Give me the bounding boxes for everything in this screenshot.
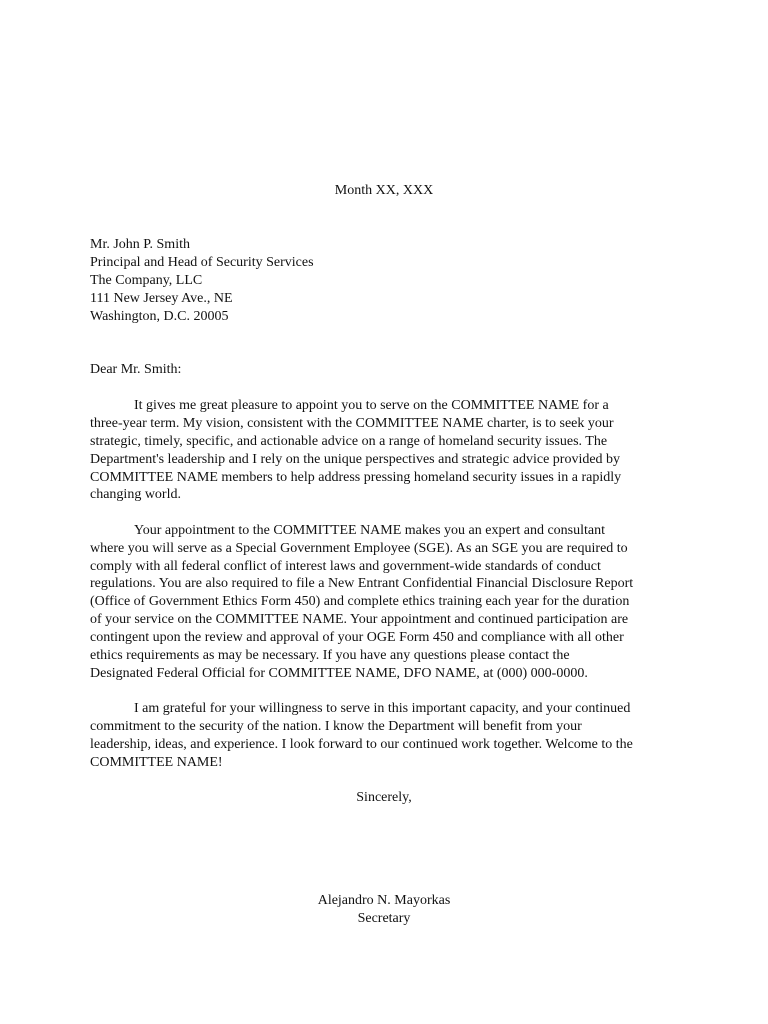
paragraph-line: ethics requirements as may be necessary. If you have any questions please contact the — [90, 648, 570, 663]
salutation: Dear Mr. Smith: — [90, 362, 182, 377]
paragraph-line: (Office of Government Ethics Form 450) and complete ethics training each year for the duration — [90, 594, 630, 609]
signatory-title: Secretary — [357, 911, 411, 926]
letter-date: Month XX, XXX — [334, 183, 434, 198]
paragraph-line: commitment to the security of the nation. I know the Department will benefit from your — [90, 719, 582, 734]
paragraph-line: strategic, timely, specific, and actionable advice on a range of homeland security issues. The — [90, 434, 608, 449]
paragraph-line: COMMITTEE NAME! — [90, 755, 223, 770]
paragraph-line: where you will serve as a Special Government Employee (SGE). As an SGE you are required to — [90, 541, 628, 556]
recipient-street: 111 New Jersey Ave., NE — [90, 291, 233, 306]
paragraph-line: of your service on the COMMITTEE NAME. Your appointment and continued participation are — [90, 612, 629, 627]
paragraph-line: changing world. — [90, 487, 181, 502]
recipient-name: Mr. John P. Smith — [90, 237, 190, 252]
paragraph-line: three-year term. My vision, consistent with the COMMITTEE NAME charter, is to seek your — [90, 416, 614, 431]
recipient-city: Washington, D.C. 20005 — [90, 309, 229, 324]
paragraph-line: leadership, ideas, and experience. I look forward to our continued work together. Welcome to the — [90, 737, 633, 752]
paragraph-line: contingent upon the review and approval of your OGE Form 450 and compliance with all other — [90, 630, 624, 645]
paragraph-line: regulations. You are also required to file a New Entrant Confidential Financial Disclosure Report — [90, 576, 634, 591]
recipient-company: The Company, LLC — [90, 273, 203, 288]
paragraph-line: It gives me great pleasure to appoint you to serve on the COMMITTEE NAME for a — [134, 398, 609, 413]
signatory-name: Alejandro N. Mayorkas — [317, 893, 451, 908]
closing: Sincerely, — [356, 790, 412, 805]
recipient-title: Principal and Head of Security Services — [90, 255, 314, 270]
paragraph-line: Designated Federal Official for COMMITTEE NAME, DFO NAME, at (000) 000-0000. — [90, 666, 588, 681]
paragraph-line: I am grateful for your willingness to serve in this important capacity, and your continued — [134, 701, 631, 716]
paragraph-line: Department's leadership and I rely on the unique perspectives and strategic advice provided by — [90, 452, 621, 467]
paragraph-line: Your appointment to the COMMITTEE NAME makes you an expert and consultant — [134, 523, 606, 538]
paragraph-line: comply with all federal conflict of interest laws and government-wide standards of conduct — [90, 559, 601, 574]
paragraph-line: COMMITTEE NAME members to help address pressing homeland security issues in a rapidly — [90, 470, 622, 485]
